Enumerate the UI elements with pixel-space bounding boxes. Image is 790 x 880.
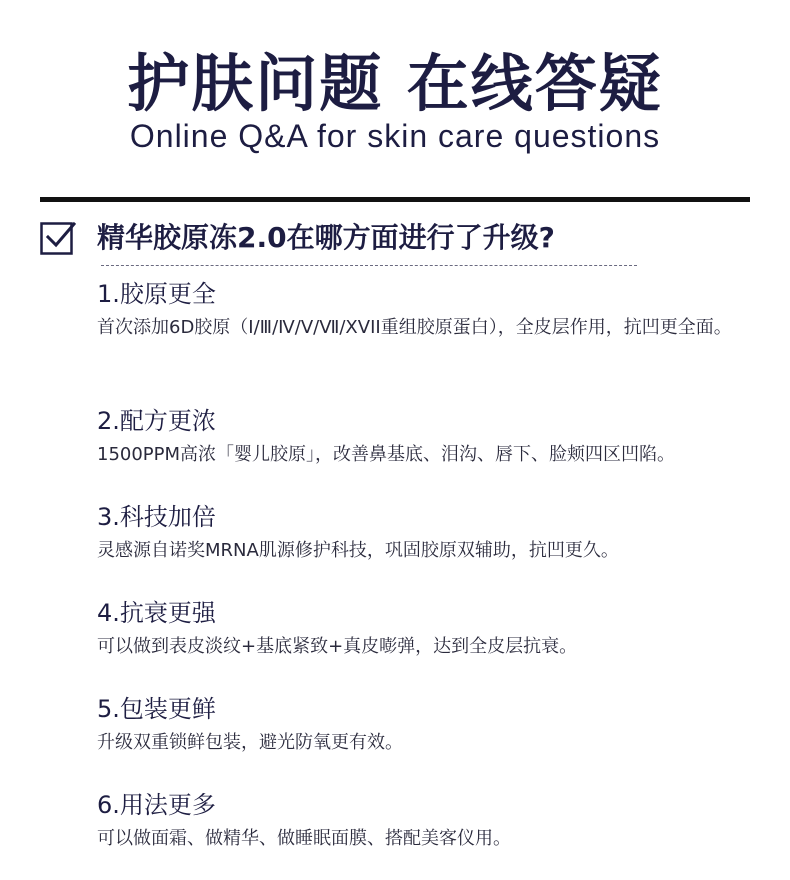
- answer-section-3: [97, 501, 619, 567]
- question-text: 精华胶原冻2.0在哪方面进行了升级?: [97, 221, 555, 254]
- section-body: 首次添加6D胶原（Ⅰ/Ⅲ/Ⅳ/Ⅴ/Ⅶ/XVII重组胶原蛋白），全皮层作用，抗凹更全面。: [97, 317, 732, 338]
- section-heading: 2.配方更浓: [97, 407, 216, 435]
- header-divider: [40, 197, 750, 202]
- dashed-divider: [101, 265, 637, 266]
- section-body: 1500PPM高浓「婴儿胶原」，改善鼻基底、泪沟、唇下、脸颊四区凹陷。: [97, 444, 676, 465]
- page-subtitle: Online Q&A for skin care questions: [129, 118, 661, 154]
- checkbox-check-icon: [40, 220, 76, 256]
- section-heading: 1.胶原更全: [97, 280, 216, 308]
- section-heading: 3.科技加倍: [97, 503, 216, 531]
- section-body: 灵感源自诺奖MRNA肌源修护科技，巩固胶原双辅助，抗凹更久。: [97, 540, 619, 561]
- section-body: 可以做到表皮淡纹+基底紧致+真皮嘭弹，达到全皮层抗衰。: [97, 636, 578, 657]
- section-heading: 4.抗衰更强: [97, 599, 216, 627]
- section-heading: 6.用法更多: [97, 791, 216, 819]
- question-row: [40, 214, 750, 262]
- section-heading: 5.包装更鲜: [97, 695, 216, 723]
- answer-section-4: [97, 597, 577, 663]
- section-body: 可以做面霜、做精华、做睡眠面膜、搭配美客仪用。: [97, 828, 511, 849]
- answer-section-6: [97, 789, 511, 855]
- section-body: 升级双重锁鲜包装，避光防氧更有效。: [97, 732, 403, 753]
- answer-section-2: [97, 405, 675, 471]
- page-title: 护肤问题 在线答疑: [127, 47, 663, 120]
- answer-section-1: [97, 278, 737, 344]
- answer-section-5: [97, 693, 403, 759]
